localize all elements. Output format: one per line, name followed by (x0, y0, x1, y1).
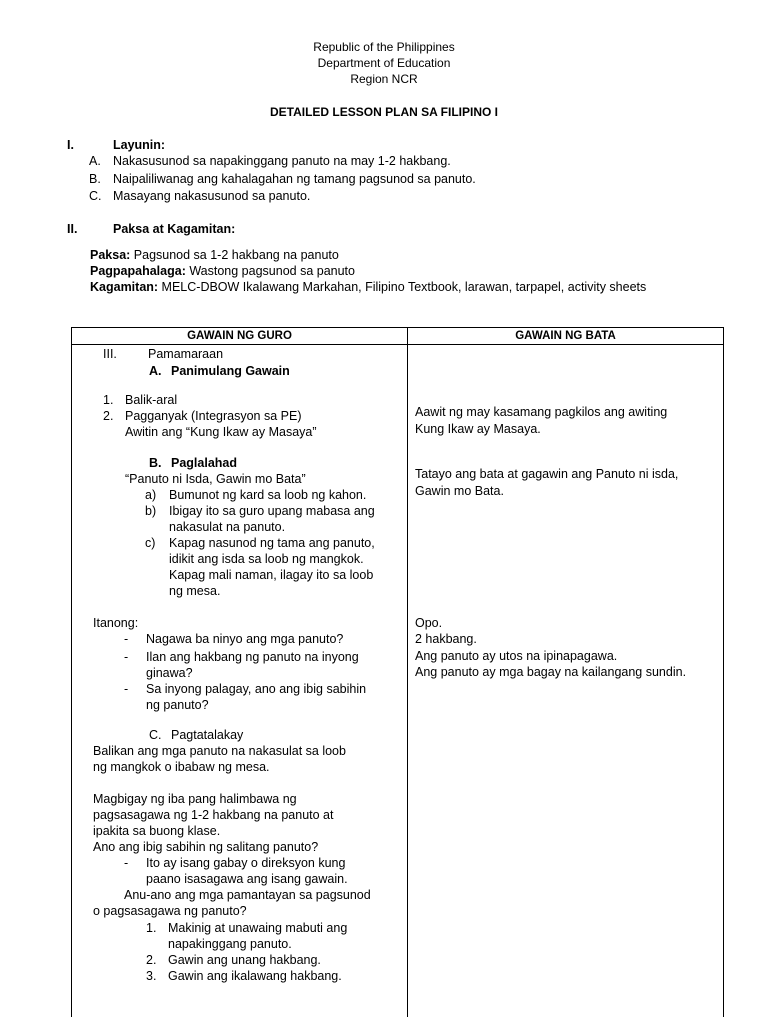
section-3-title: Pamamaraan (148, 347, 224, 361)
c-answer-line1: Ito ay isang gabay o direksyon kung (146, 856, 346, 870)
bata-response3-line4: Ang panuto ay mga bagay na kailangang sundin. (415, 665, 687, 679)
section-3-number: III. (103, 347, 117, 361)
question1-dash: - (124, 632, 129, 646)
c-answer-line2: paano isasagawa ang isang gawain. (146, 872, 348, 886)
b-item-b-letter: b) (145, 504, 157, 518)
question3-dash: - (124, 682, 129, 696)
paksa-label: Paksa: (90, 248, 131, 262)
objective-c-letter: C. (89, 189, 102, 203)
section-1-title: Layunin: (113, 138, 166, 152)
c-para2-line2: pagsasagawa ng 1-2 hakbang na panuto at (93, 808, 334, 822)
c-list-item3-line1: Gawin ang ikalawang hakbang. (168, 969, 342, 983)
c-question2-line1: Anu-ano ang mga pamantayan sa pagsunod (124, 888, 371, 902)
c-list-item1-line2: napakinggang panuto. (168, 937, 292, 951)
c-para2-line3: ipakita sa buong klase. (93, 824, 221, 838)
c-answer-dash: - (124, 856, 129, 870)
bata-response3-line1: Opo. (415, 616, 443, 630)
question2-dash: - (124, 650, 129, 664)
c-para2-line1: Magbigay ng iba pang halimbawa ng (93, 792, 297, 806)
c-list-item2-line1: Gawin ang unang hakbang. (168, 953, 321, 967)
b-item-c-line2: idikit ang isda sa loob ng mangkok. (169, 552, 364, 566)
header-region: Region NCR (350, 72, 418, 86)
c-para1-line1: Balikan ang mga panuto na nakasulat sa loob (93, 744, 346, 758)
c-list-item1-num: 1. (146, 921, 157, 935)
guro-cell (72, 345, 408, 1018)
kagamitan-value: MELC-DBOW Ikalawang Markahan, Filipino Textbook, larawan, tarpapel, activity sheets (158, 280, 647, 294)
objective-a-text: Nakasusunod sa napakinggang panuto na may 1-2 hakbang. (113, 154, 451, 168)
question1-line1: Nagawa ba ninyo ang mga panuto? (146, 632, 344, 646)
question3-line1: Sa inyong palagay, ano ang ibig sabihin (146, 682, 367, 696)
pagpapahalaga-label: Pagpapahalaga: (90, 264, 186, 278)
bata-response2-line2: Gawin mo Bata. (415, 484, 504, 498)
objective-b-text: Naipaliliwanag ang kahalagahan ng tamang pagsunod sa panuto. (113, 172, 476, 186)
question2-line1: Ilan ang hakbang ng panuto na inyong (146, 650, 359, 664)
b-item-b-line1: Ibigay ito sa guro upang mabasa ang (169, 504, 375, 518)
objective-c-text: Masayang nakasusunod sa panuto. (113, 189, 311, 203)
col-header-guro: GAWAIN NG GURO (72, 328, 408, 345)
header-department: Department of Education (317, 56, 451, 70)
pagpapahalaga-line (90, 263, 355, 279)
part-b-title: Paglalahad (171, 456, 237, 470)
question2-line2: ginawa? (146, 666, 193, 680)
bata-response1-line2: Kung Ikaw ay Masaya. (415, 422, 541, 436)
part-c-letter: C. (149, 728, 162, 742)
list1-item2-text: Pagganyak (Integrasyon sa PE) (125, 409, 302, 423)
part-c-title: Pagtatalakay (171, 728, 244, 742)
objective-a-letter: A. (89, 154, 101, 168)
list1-item1-num: 1. (103, 393, 114, 407)
bata-cell (408, 345, 724, 1018)
document-title: DETAILED LESSON PLAN SA FILIPINO I (269, 105, 498, 119)
section-2-number: II. (67, 222, 78, 236)
itanong-label: Itanong: (93, 616, 139, 630)
kagamitan-line (90, 279, 646, 295)
b-item-a-line1: Bumunot ng kard sa loob ng kahon. (169, 488, 367, 502)
c-list-item1-line1: Makinig at unawaing mabuti ang (168, 921, 348, 935)
bata-response1-line1: Aawit ng may kasamang pagkilos ang awiting (415, 405, 668, 419)
section-2-title: Paksa at Kagamitan: (113, 222, 236, 236)
bata-response3-line2: 2 hakbang. (415, 632, 477, 646)
bata-response3-line3: Ang panuto ay utos na ipinapagawa. (415, 649, 618, 663)
awitin-text: Awitin ang “Kung Ikaw ay Masaya” (125, 425, 317, 439)
bata-response2-line1: Tatayo ang bata at gagawin ang Panuto ni isda, (415, 467, 679, 481)
list1-item2-num: 2. (103, 409, 114, 423)
list1-item1-text: Balik-aral (125, 393, 178, 407)
col-header-bata: GAWAIN NG BATA (408, 328, 724, 345)
part-a-letter: A. (149, 364, 162, 378)
question3-line2: ng panuto? (146, 698, 209, 712)
b-item-c-letter: c) (145, 536, 156, 550)
c-list-item3-num: 3. (146, 969, 157, 983)
paksa-line (90, 247, 339, 263)
objective-b-letter: B. (89, 172, 101, 186)
part-a-title: Panimulang Gawain (171, 364, 290, 378)
b-item-c-line3: Kapag mali naman, ilagay ito sa loob (169, 568, 374, 582)
c-para1-line2: ng mangkok o ibabaw ng mesa. (93, 760, 270, 774)
paksa-value: Pagsunod sa 1-2 hakbang na panuto (130, 248, 339, 262)
c-question1: Ano ang ibig sabihin ng salitang panuto? (93, 840, 319, 854)
c-question2-line2: o pagsasagawa ng panuto? (93, 904, 247, 918)
lesson-plan-table (71, 327, 724, 1017)
b-item-c-line1: Kapag nasunod ng tama ang panuto, (169, 536, 375, 550)
pagpapahalaga-value: Wastong pagsunod sa panuto (185, 264, 355, 278)
b-item-a-letter: a) (145, 488, 157, 502)
header-republic: Republic of the Philippines (313, 40, 455, 54)
kagamitan-label: Kagamitan: (90, 280, 159, 294)
part-b-letter: B. (149, 456, 162, 470)
c-list-item2-num: 2. (146, 953, 157, 967)
b-item-c-line4: ng mesa. (169, 584, 221, 598)
part-b-subtitle: “Panuto ni Isda, Gawin mo Bata” (125, 472, 306, 486)
section-1-number: I. (67, 138, 74, 152)
b-item-b-line2: nakasulat na panuto. (169, 520, 286, 534)
